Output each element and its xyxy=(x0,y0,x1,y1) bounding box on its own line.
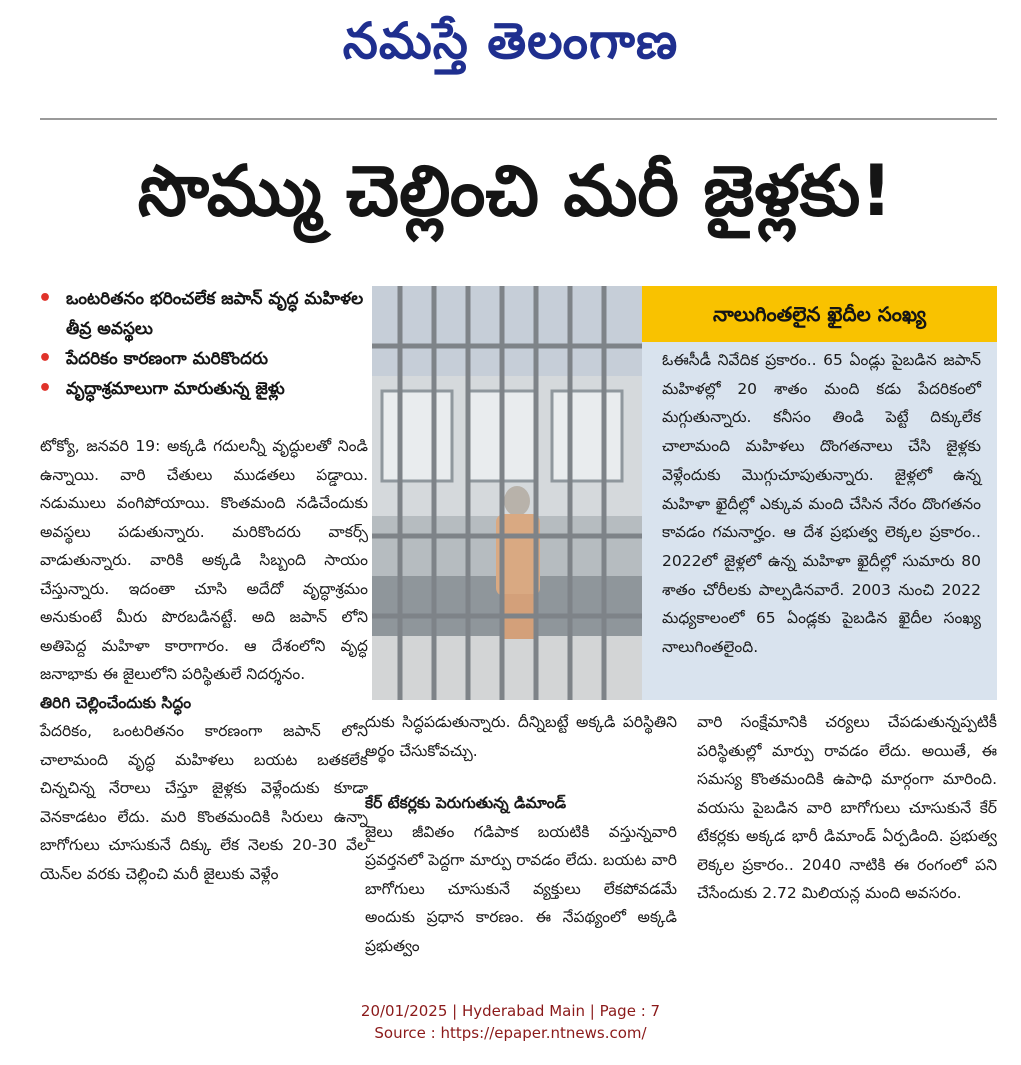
bullet-item: • ఒంటరితనం భరించలేక జపాన్ వృద్ధ మహిళల తీవ్ర అవస్థలు xyxy=(36,284,366,344)
article-column-1 xyxy=(40,432,368,888)
bullet-item: • పేదరికం కారణంగా మరికొందరు xyxy=(36,344,366,374)
article-paragraph: వారి సంక్షేమానికి చర్యలు చేపడుతున్నప్పటికీ పరిస్థితుల్లో మార్పు రావడం లేదు. అయితే, ఈ సమస్య కొంతమందికి ఉపాధి మార్గంగా మారింది. వయసు పైబడిన వారి బాగోగులు చూసుకునే కేర్ టేకర్లకు అక్కడ భారీ డిమాండ్ ఏర్పడింది. ప్రభుత్వ లెక్కల ప్రకారం.. 2040 నాటికి ఈ రంగంలో పని చేసేందుకు 2.72 మిలియన్ల మంది అవసరం. xyxy=(697,713,997,902)
subheading: కేర్ టేకర్లకు పెరుగుతున్న డిమాండ్ xyxy=(365,794,567,812)
article-column-2 xyxy=(365,708,677,960)
edition-info: 20/01/2025 | Hyderabad Main | Page : 7 xyxy=(360,1002,661,1020)
masthead-logo: నమస్తే తెలంగాణ xyxy=(342,11,679,70)
source-link[interactable]: Source : https://epaper.ntnews.com/ xyxy=(374,1024,647,1042)
bullet-item: • వృద్ధాశ్రమాలుగా మారుతున్న జైళ్లు xyxy=(36,374,366,404)
fact-box xyxy=(642,286,997,700)
fact-box-body: ఓఈసీడీ నివేదిక ప్రకారం.. 65 ఏండ్లు పైబడిన జపాన్ మహిళల్లో 20 శాతం మంది కడు పేదరికంలో మగ్గుతున్నారు. కనీసం తిండి పెట్టే దిక్కులేక చాలామంది మహిళలు దొంగతనాలు చేసి జైళ్లకు వెళ్లేందుకు మొగ్గుచూపుతున్నారు. జైళ్లలో ఉన్న మహిళా ఖైదీల్లో ఎక్కువ మంది చేసిన నేరం దొంగతనం కావడం గమనార్హం. ఆ దేశ ప్రభుత్వ లెక్కల ప్రకారం.. 2022లో జైళ్లలో ఉన్న మహిళా ఖైదీల్లో సుమారు 80 శాతం చోరీలకు పాల్పడినవారే. 2003 నుంచి 2022 మధ్యకాలంలో 65 ఏండ్లకు పైబడిన ఖైదీల సంఖ్య నాలుగింతలైంది. xyxy=(662,351,981,657)
article-photo xyxy=(372,286,642,700)
fact-box-title: నాలుగింతలైన ఖైదీల సంఖ్య xyxy=(642,286,997,342)
page-footer xyxy=(0,1000,1021,1044)
photo-illustration xyxy=(372,286,642,700)
article-paragraph: టోక్యో, జనవరి 19: అక్కడి గదులన్నీ వృద్ధులతో నిండి ఉన్నాయి. వారి చేతులు ముడతలు పడ్డాయి. నడుములు వంగిపోయాయి. కొంతమంది నడిచేందుకు అవస్థలు పడుతున్నారు. మరికొందరు వాకర్స్ వాడుతున్నారు. వారికి అక్కడి సిబ్బంది సాయం చేస్తున్నారు. ఇదంతా చూసి అదేదో వృద్ధాశ్రమం అనుకుంటే మీరు పొరబడినట్టే. అది జపాన్ లోని అతిపెద్ద మహిళా కారాగారం. ఆ దేశంలోని వృద్ధ జనాభాకు ఈ జైలులోని పరిస్థితులే నిదర్శనం. xyxy=(40,437,368,683)
article-paragraph: పేదరికం, ఒంటరితనం కారణంగా జపాన్ లోని చాలామంది వృద్ధ మహిళలు బయట బతకలేక చిన్నచిన్న నేరాలు చేస్తూ జైళ్లకు వెళ్లేందుకు కూడా వెనకాడటం లేదు. మరి కొంతమందికి సిరులు ఉన్నా బాగోగులు చూసుకునే దిక్కు లేక నెలకు 20-30 వేల యెన్‌ల వరకు చెల్లించి మరీ జైలుకు వెళ్లేం xyxy=(40,722,368,883)
highlight-bullets xyxy=(36,284,366,404)
headline: సొమ్ము చెల్లించి మరీ జైళ్లకు! xyxy=(137,150,893,232)
subheading: తిరిగి చెల్లించేందుకు సిద్ధం xyxy=(40,693,192,712)
article-paragraph: దుకు సిద్ధపడుతున్నారు. దీన్నిబట్టే అక్కడి పరిస్థితిని అర్థం చేసుకోవచ్చు. xyxy=(365,713,677,760)
article-column-3 xyxy=(697,708,997,908)
article-paragraph: జైలు జీవితం గడిపాక బయటికి వస్తున్నవారి ప్రవర్తనలో పెద్దగా మార్పు రావడం లేదు. బయట వారి బాగోగులు చూసుకునే వ్యక్తులు లేకపోవడమే అందుకు ప్రధాన కారణం. ఈ నేపథ్యంలో అక్కడి ప్రభుత్వం xyxy=(365,822,677,955)
header-divider xyxy=(40,118,997,120)
